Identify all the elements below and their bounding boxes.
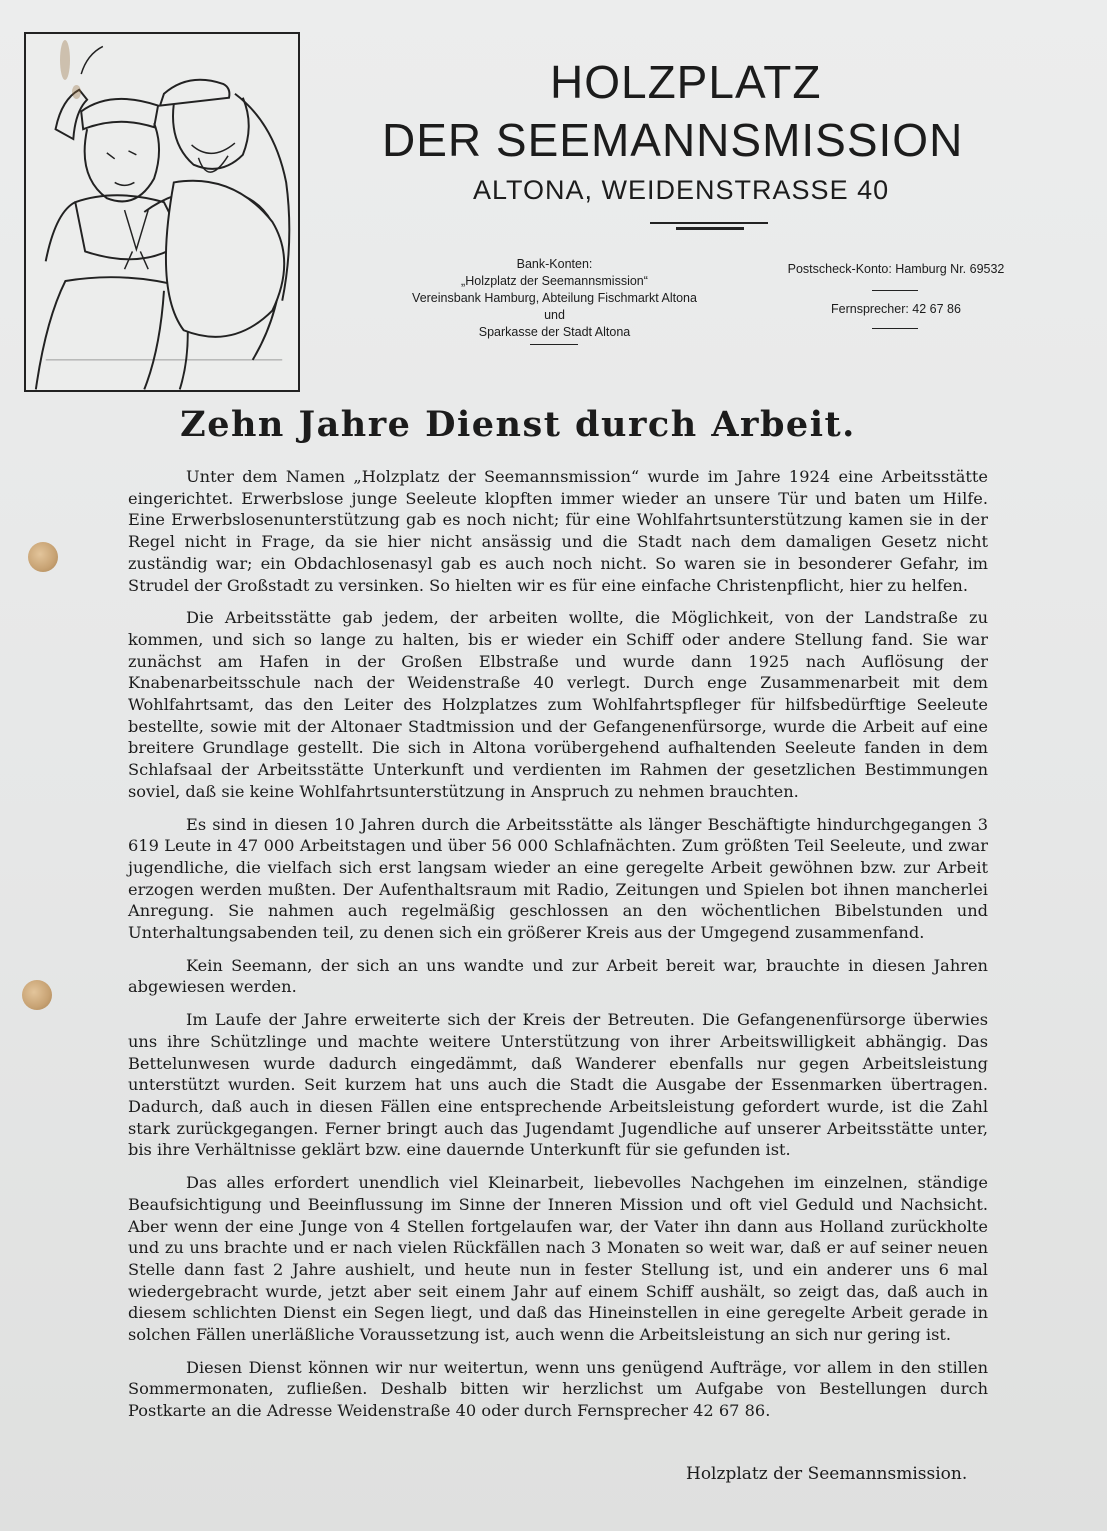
sailors-illustration — [24, 32, 300, 392]
bank-rule — [530, 344, 578, 345]
page-title: Zehn Jahre Dienst durch Arbeit. — [180, 404, 856, 445]
stain-mark — [72, 85, 81, 99]
paragraph: Das alles erfordert unendlich viel Kleinarbeit, liebevolles Nachgehen im einzelnen, ständige Beaufsichtigung und Beeinflussung im Sinne der Inneren Mission und oft viel Geduld und Nachsicht. Aber wenn der eine Junge von 4 Stellen fortgelaufen war, der Vater ihn dann aus Holland zurückholte und zu uns brachte und er nach vielen Rückfällen nach 3 Monaten so weit war, daß er auf seiner neuen Stelle dann fast 2 Jahre aushielt, und heute nun in fester Stellung ist, und ein anderer uns 6 mal wiedergebracht wurde, jetzt aber seit einem Jahr auf einem Schiff aushält, so zeigt das, daß auch in diesem schlichten Dienst ein Segen liegt, und daß das Hineinstellen in eine geregelte Arbeit gerade in solchen Fällen unerläßliche Voraussetzung ist, auch wenn die Arbeitsleistung an sich nur gering ist. — [128, 1173, 988, 1345]
punch-hole — [28, 542, 58, 572]
stain-mark — [60, 40, 70, 80]
header-rule-short — [676, 227, 744, 230]
bank-line: „Holzplatz der Seemannsmission“ — [461, 274, 648, 288]
letterhead-address: ALTONA, WEIDENSTRASSE 40 — [473, 175, 890, 205]
paragraph: Es sind in diesen 10 Jahren durch die Arbeitsstätte als länger Beschäftigte hindurchgegangen 3 619 Leute in 47 000 Arbeitstagen und über 56 000 Schlafnächten. Zum größten Teil Seeleute, und zwar jugendliche, die vielfach sich erst langsam wieder an eine geregelte Arbeit gewöhnen bzw. zur Arbeit erzogen werden mußten. Der Aufenthaltsraum mit Radio, Zeitungen und Spielen bot ihnen mancherlei Anregung. Sie nahmen auch regelmäßig geschlossen an den wöchentlichen Bibelstunden und Unterhaltungsabenden teil, zu denen sich ein größerer Kreis aus der Umgegend zusammenfand. — [128, 814, 988, 943]
phone-number: Fernsprecher: 42 67 86 — [831, 302, 961, 316]
postal-account: Postscheck-Konto: Hamburg Nr. 69532 — [787, 262, 1005, 276]
paragraph: Diesen Dienst können wir nur weitertun, wenn uns genügend Aufträge, vor allem in den stillen Sommermonaten, zufließen. Deshalb bitten wir herzlichst um Aufgabe von Bestellungen durch Postkarte an die Adresse Weidenstraße 40 oder durch Fernsprecher 42 67 86. — [128, 1357, 988, 1421]
punch-hole — [22, 980, 52, 1010]
paragraph: Die Arbeitsstätte gab jedem, der arbeiten wollte, die Möglichkeit, von der Landstraße zu kommen, und sich so lange zu halten, bis er wieder ein Schiff oder andere Stellung fand. Sie war zunächst am Hafen in der Großen Elbstraße und wurde dann 1925 nach Auflösung der Knabenarbeitsschule nach der Weidenstraße 40 verlegt. Durch enge Zusammenarbeit mit dem Wohlfahrtsamt, das den Leiter des Holzplatzes zum Wohlfahrtspfleger für hilfsbedürftige Seeleute bestellte, sowie mit der Altonaer Stadtmission und der Gefangenenfürsorge, wurde die Arbeit auf eine breitere Grundlage gestellt. Die sich in Altona vorübergehend aufhaltenden Seeleute fanden in dem Schlafsaal der Arbeitsstätte Unterkunft und verdienten im Rahmen der gesetzlichen Bestimmungen soviel, daß sie keine Wohlfahrtsunterstützung in Anspruch zu nehmen brauchten. — [128, 608, 988, 801]
letterhead-subtitle: DER SEEMANNSMISSION — [382, 114, 964, 166]
bank-line: Sparkasse der Stadt Altona — [478, 325, 631, 339]
bank-line: und — [544, 308, 565, 322]
paragraph: Unter dem Namen „Holzplatz der Seemannsmission“ wurde im Jahre 1924 eine Arbeitsstätte eingerichtet. Erwerbslose junge Seeleute klopften immer wieder an unsere Tür und baten um Hilfe. Eine Erwerbslosenunterstützung gab es noch nicht; für eine Wohlfahrtsunterstützung kamen sie in der Regel nicht in Frage, da sie hier nicht ansässig und die Stadt nach dem damaligen Gesetz nicht zuständig war; ein Obdachlosenasyl gab es auch noch nicht. So waren sie in besonderer Gefahr, im Strudel der Großstadt zu versinken. So hielten wir es für eine einfache Christenpflicht, hier zu helfen. — [128, 467, 988, 595]
contact-rule — [872, 328, 918, 329]
letter-body — [128, 466, 988, 1433]
paragraph: Im Laufe der Jahre erweiterte sich der Kreis der Betreuten. Die Gefangenenfürsorge überwies uns ihre Schützlinge und machte weitere Unterstützung von ihrer Arbeitswilligkeit abhängig. Das Bettelunwesen wurde dadurch eingedämmt, daß Wanderer ebenfalls nur gegen Arbeitsleistung unterstützt wurden. Seit kurzem hat uns auch die Stadt die Ausgabe der Essenmarken übertragen. Dadurch, daß auch in diesen Fällen eine entsprechende Arbeitsleistung gefordert wurde, ist die Zahl stark zurückgegangen. Ferner bringt auch das Jugendamt Jugendliche auf unserer Arbeitsstätte unter, bis ihre Verhältnisse geklärt bzw. eine dauernde Unterkunft für sie gefunden ist. — [128, 1010, 988, 1160]
bank-accounts — [382, 256, 727, 341]
header-rule — [650, 222, 768, 224]
bank-heading: Bank-Konten: — [516, 257, 593, 271]
contact-rule — [872, 290, 918, 291]
signature: Holzplatz der Seemannsmission. — [686, 1464, 968, 1484]
paragraph: Kein Seemann, der sich an uns wandte und zur Arbeit bereit war, brauchte in diesen Jahren abgewiesen werden. — [128, 955, 988, 997]
letterhead-title: HOLZPLATZ — [550, 56, 822, 108]
bank-line: Vereinsbank Hamburg, Abteilung Fischmarkt Altona — [412, 291, 697, 305]
